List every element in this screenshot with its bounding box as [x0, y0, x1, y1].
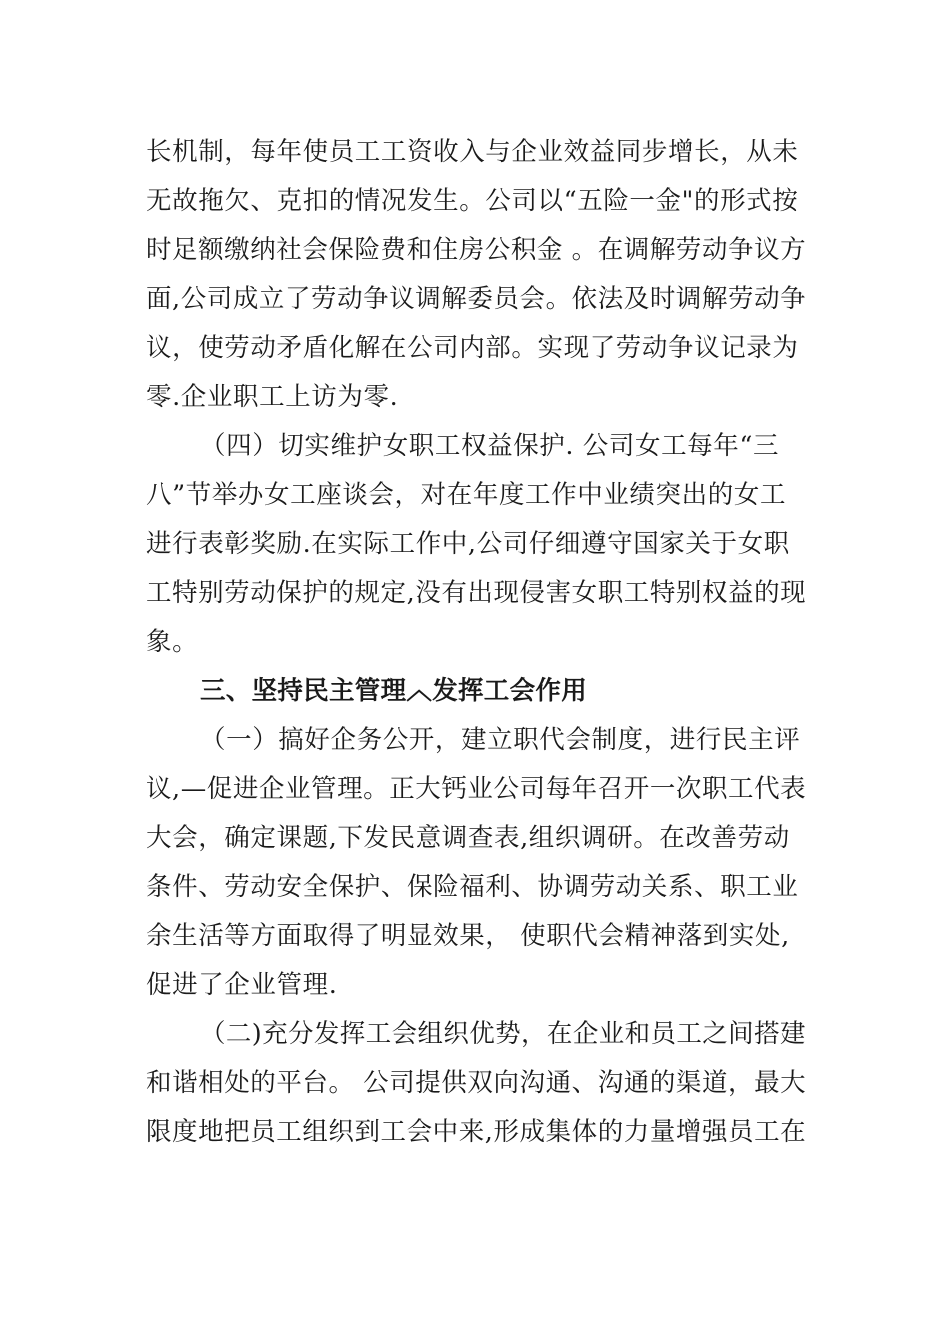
- text-line: 时足额缴纳社会保险费和住房公积金 。在调解劳动争议方: [146, 235, 807, 265]
- text-line: 长机制，每年使员工工资收入与企业效益同步增长，从未: [146, 137, 799, 167]
- text-line: 促进了企业管理.: [146, 970, 338, 1000]
- text-line: 限度地把员工组织到工会中来,形成集体的力量增强员工在: [146, 1117, 807, 1147]
- text-line: 议,—促进企业管理。正大钙业公司每年召开一次职工代表: [146, 774, 807, 804]
- text-line: 八”节举办女工座谈会，对在年度工作中业绩突出的女工: [146, 480, 787, 510]
- text-line: 零.企业职工上访为零.: [146, 382, 399, 412]
- text-line: 余生活等方面取得了明显效果， 使职代会精神落到实处,: [146, 921, 790, 951]
- paragraph-2-first-line: （二)充分发挥工会组织优势，在企业和员工之间搭建: [200, 1019, 806, 1049]
- text-line: 面,公司成立了劳动争议调解委员会。依法及时调解劳动争: [146, 284, 807, 314]
- section-heading: 三、坚持民主管理︿发挥工会作用: [200, 676, 588, 706]
- text-line: 和谐相处的平台。 公司提供双向沟通、沟通的渠道，最大: [146, 1068, 807, 1098]
- text-line: 无故拖欠、克扣的情况发生。公司以“五险一金"的形式按: [146, 186, 799, 216]
- text-line: 议，使劳动矛盾化解在公司内部。实现了劳动争议记录为: [146, 333, 799, 363]
- text-line: 大会，确定课题,下发民意调查表,组织调研。在改善劳动: [146, 823, 790, 853]
- paragraph-1-first-line: （一）搞好企务公开，建立职代会制度，进行民主评: [200, 725, 801, 755]
- text-line: 进行表彰奖励.在实际工作中,公司仔细遵守国家关于女职: [146, 529, 790, 559]
- text-line: 工特别劳动保护的规定,没有出现侵害女职工特别权益的现: [146, 578, 807, 608]
- text-line: 象。: [146, 627, 199, 657]
- text-line: 条件、劳动安全保护、保险福利、协调劳动关系、职工业: [146, 872, 799, 902]
- paragraph-4-first-line: （四）切实维护女职工权益保护. 公司女工每年“三: [200, 431, 780, 461]
